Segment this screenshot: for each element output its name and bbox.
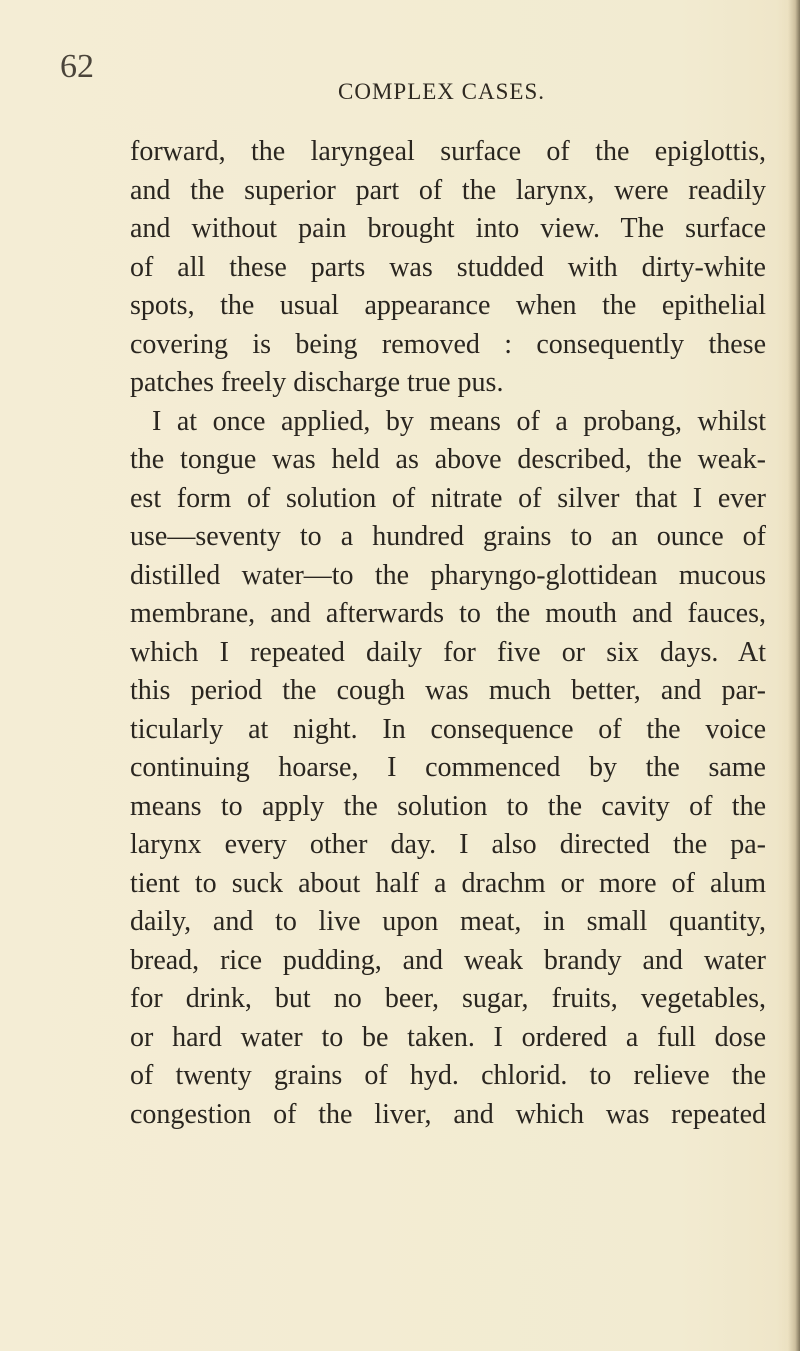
text-line: spots, the usual appearance when the epithelial	[130, 290, 766, 321]
text-line: of all these parts was studded with dirty-white	[130, 251, 766, 283]
body-text	[130, 133, 766, 1134]
text-line: patches freely discharge true pus.	[130, 367, 504, 398]
text-line: I at once applied, by means of a probang, whilst	[152, 405, 766, 437]
text-line: ticularly at night. In consequence of the voice	[130, 713, 766, 745]
text-line: and without pain brought into view. The surface	[130, 213, 766, 244]
text-line: and the superior part of the larynx, were readily	[130, 174, 766, 206]
text-line: the tongue was held as above described, the weak-	[130, 444, 766, 475]
text-line: membrane, and afterwards to the mouth and fauces,	[130, 598, 766, 629]
text-line: bread, rice pudding, and weak brandy and water	[130, 944, 766, 976]
text-line: for drink, but no beer, sugar, fruits, vegetables,	[130, 983, 766, 1014]
text-line: forward, the laryngeal surface of the epiglottis,	[130, 136, 766, 167]
text-line: means to apply the solution to the cavity of the	[130, 790, 766, 822]
text-line: covering is being removed : consequently these	[130, 328, 766, 360]
text-line: continuing hoarse, I commenced by the same	[130, 752, 766, 783]
text-line: larynx every other day. I also directed the pa-	[130, 829, 766, 860]
text-line: daily, and to live upon meat, in small quantity,	[130, 906, 766, 937]
page-number: 62	[60, 48, 94, 85]
text-line: tient to suck about half a drachm or more of alum	[130, 867, 766, 899]
text-line: of twenty grains of hyd. chlorid. to relieve the	[130, 1060, 766, 1091]
text-line: distilled water—to the pharyngo-glottidean mucous	[130, 559, 766, 591]
text-line: est form of solution of nitrate of silver that I ever	[130, 482, 766, 514]
text-line: or hard water to be taken. I ordered a full dose	[130, 1021, 766, 1053]
text-line: which I repeated daily for five or six days. At	[130, 636, 766, 668]
text-line: use—seventy to a hundred grains to an ounce of	[130, 521, 766, 552]
text-line: this period the cough was much better, and par-	[130, 675, 766, 706]
running-head: COMPLEX CASES.	[338, 79, 545, 104]
page-edge-shadow	[788, 0, 800, 1351]
text-line: congestion of the liver, and which was repeated	[130, 1098, 766, 1130]
